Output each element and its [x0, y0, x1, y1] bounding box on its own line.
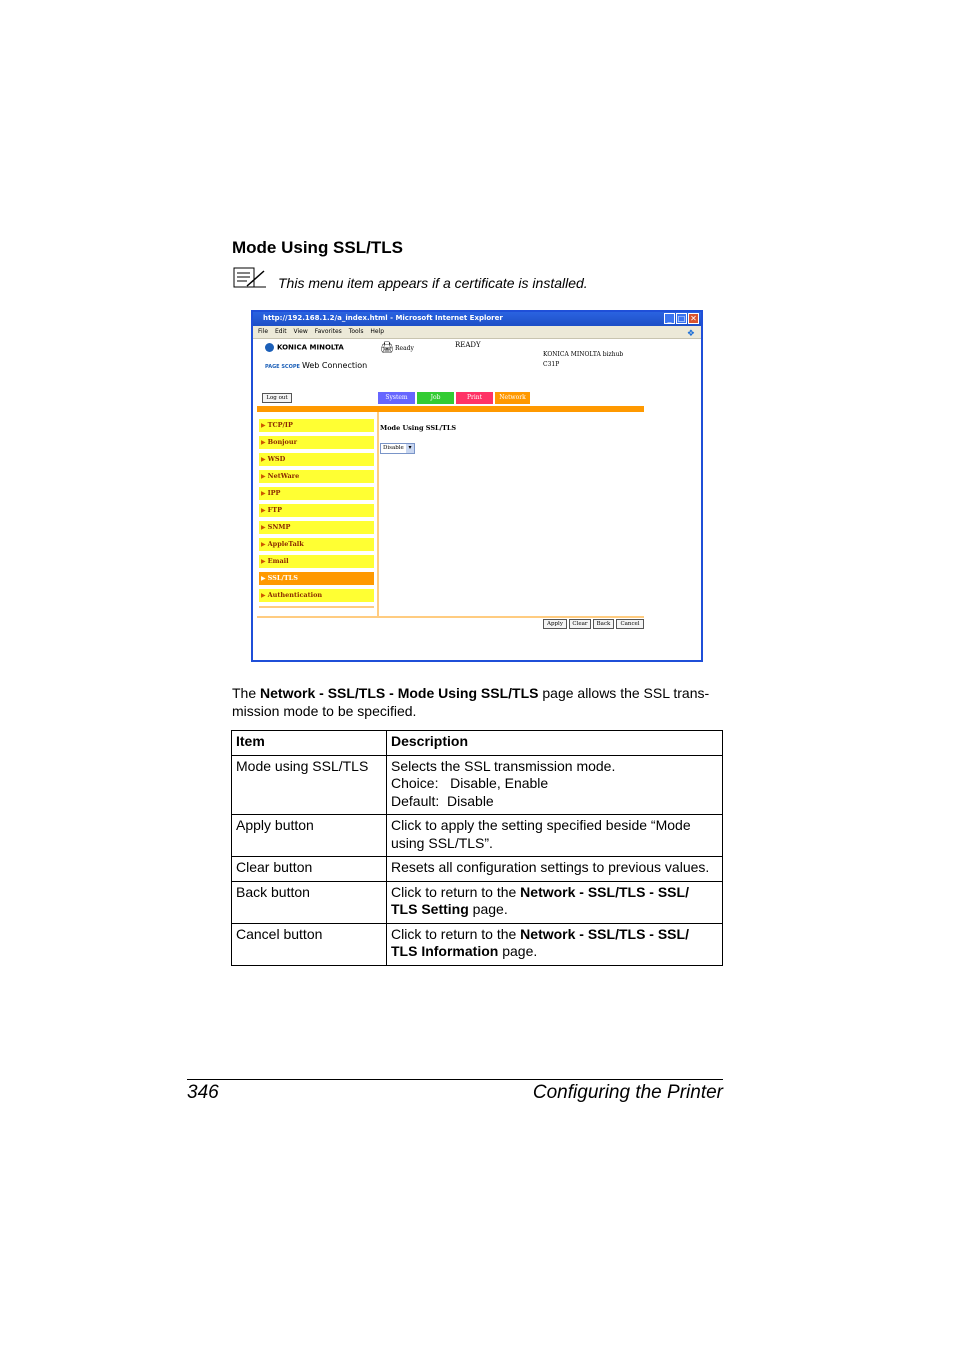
- row-item: Clear button: [232, 857, 387, 882]
- row-item: Cancel button: [232, 923, 387, 965]
- row-item: Back button: [232, 881, 387, 923]
- minimize-button[interactable]: _: [664, 313, 675, 324]
- sidebar-item-appletalk[interactable]: ▶ AppleTalk: [259, 538, 374, 551]
- brand-logo: KONICA MINOLTA: [265, 343, 344, 352]
- chapter-title: Configuring the Printer: [532, 1082, 723, 1103]
- menu-file[interactable]: File: [258, 328, 269, 335]
- row-description: Click to return to the Network - SSL/TLS - SSL/ TLS Information page.: [387, 923, 723, 965]
- header-item: Item: [232, 731, 387, 756]
- description-paragraph: The Network - SSL/TLS - Mode Using SSL/TLS page allows the SSL trans-mission mode to be specified.: [232, 685, 710, 719]
- sidebar-item-ipp[interactable]: ▶ IPP: [259, 487, 374, 500]
- row-description: Resets all configuration settings to previous values.: [387, 857, 723, 882]
- windows-logo-icon: ❖: [686, 329, 695, 339]
- browser-menubar: [253, 326, 701, 339]
- sidebar-separator: [377, 412, 379, 617]
- sidebar-item-netware[interactable]: ▶ NetWare: [259, 470, 374, 483]
- mode-select[interactable]: Disable ▾: [380, 443, 415, 454]
- back-button[interactable]: Back: [593, 619, 614, 629]
- browser-screenshot: [251, 310, 703, 662]
- sidebar-item-snmp[interactable]: ▶ SNMP: [259, 521, 374, 534]
- tab-print[interactable]: Print: [456, 392, 493, 404]
- note-text: This menu item appears if a certificate is installed.: [278, 275, 588, 291]
- model-name: KONICA MINOLTA bizhub: [543, 351, 624, 358]
- window-controls: [664, 313, 699, 324]
- menu-tools[interactable]: Tools: [348, 328, 364, 335]
- table-row: [232, 755, 723, 815]
- sidebar-item-ssltls[interactable]: ▶ SSL/TLS: [259, 572, 374, 585]
- table-row: [232, 923, 723, 965]
- sidebar-item-authentication[interactable]: ▶ Authentication: [259, 589, 374, 602]
- tab-system[interactable]: System: [378, 392, 415, 404]
- maximize-button[interactable]: □: [677, 314, 686, 323]
- chevron-down-icon: ▾: [406, 444, 414, 453]
- logout-button[interactable]: Log out: [262, 393, 292, 403]
- browser-titlebar: [253, 312, 701, 326]
- table-header-row: [232, 731, 723, 756]
- clear-button[interactable]: Clear: [569, 619, 591, 629]
- sidebar-item-ftp[interactable]: ▶ FTP: [259, 504, 374, 517]
- sidebar-item-bonjour[interactable]: ▶ Bonjour: [259, 436, 374, 449]
- pagescope-logo: PAGE SCOPE Web Connection: [265, 361, 368, 370]
- status-small: Ready: [395, 345, 414, 352]
- menu-favorites[interactable]: Favorites: [314, 328, 342, 335]
- section-title: Mode Using SSL/TLS: [232, 238, 403, 257]
- menu-edit[interactable]: Edit: [274, 328, 287, 335]
- cancel-button[interactable]: Cancel: [616, 619, 644, 629]
- tab-job[interactable]: Job: [417, 392, 454, 404]
- row-item: Apply button: [232, 815, 387, 857]
- sidebar-item-wsd[interactable]: ▶ WSD: [259, 453, 374, 466]
- web-page: [253, 339, 701, 660]
- sidebar-divider: [259, 606, 374, 608]
- menu-help[interactable]: Help: [370, 328, 385, 335]
- table-row: [232, 815, 723, 857]
- status-display: READY: [455, 341, 481, 349]
- apply-button[interactable]: Apply: [543, 619, 567, 629]
- browser-title: http://192.168.1.2/a_index.html - Microsoft Internet Explorer: [263, 314, 503, 322]
- content-footer-line: [257, 616, 644, 618]
- note-icon: [233, 267, 267, 289]
- sidebar-item-email[interactable]: ▶ Email: [259, 555, 374, 568]
- table-row: [232, 881, 723, 923]
- items-table: [231, 730, 723, 966]
- menu-view[interactable]: View: [293, 328, 308, 335]
- sidebar-item-tcpip[interactable]: ▶ TCP/IP: [259, 419, 374, 432]
- printer-icon: 🖨: [380, 341, 394, 354]
- row-description: Click to apply the setting specified beside “Mode using SSL/TLS”.: [387, 815, 723, 857]
- row-description: Selects the SSL transmission mode. Choice: Disable, Enable Default: Disable: [387, 755, 723, 815]
- content-title: Mode Using SSL/TLS: [380, 424, 457, 432]
- close-button[interactable]: ✕: [688, 313, 699, 324]
- table-row: [232, 857, 723, 882]
- tab-underline: [257, 406, 644, 412]
- globe-icon: [265, 343, 274, 352]
- footer-rule: [187, 1079, 723, 1080]
- model-number: C31P: [543, 361, 560, 368]
- row-description: Click to return to the Network - SSL/TLS - SSL/ TLS Setting page.: [387, 881, 723, 923]
- page-number: 346: [187, 1082, 219, 1103]
- header-description: Description: [387, 731, 723, 756]
- tab-network[interactable]: Network: [495, 392, 530, 404]
- row-item: Mode using SSL/TLS: [232, 755, 387, 815]
